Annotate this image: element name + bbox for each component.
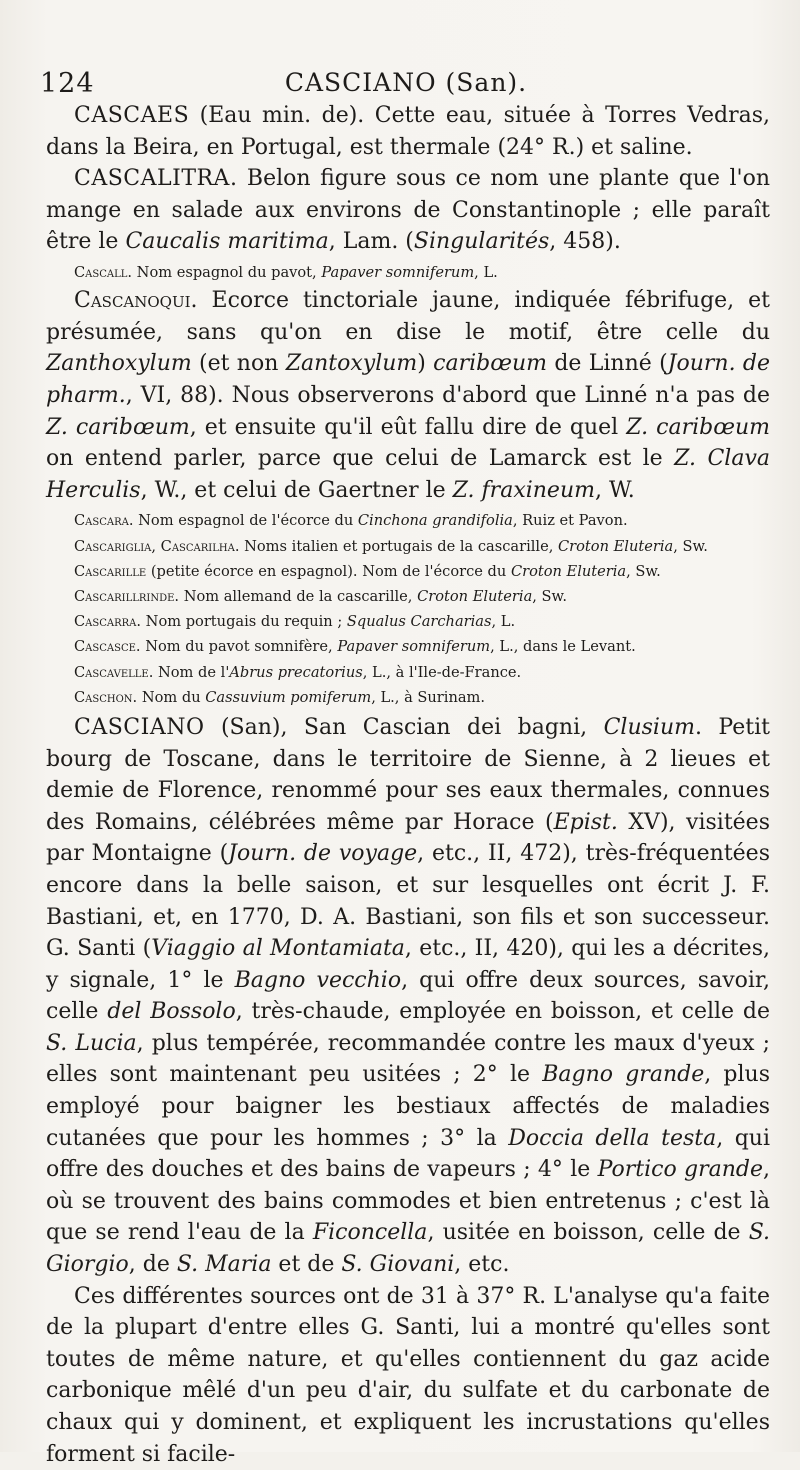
entry-cascall: Cascall. Nom espagnol du pavot, Papaver somniferum, L. <box>74 263 498 281</box>
entry-headword: Cascarillrinde. <box>74 587 180 605</box>
entry-cascaes: CASCAES (Eau min. de). Cette eau, située à Torres Vedras, dans la Beira, en Portugal, est thermale (24° R.) et saline. <box>46 103 770 160</box>
entry-headword: Cascara. <box>74 512 134 530</box>
entry-headword: CASCIANO <box>74 714 205 740</box>
entry-cascariglia: Cascariglia, Cascarilha. Noms italien et portugais de la cascarille, Croton Eluteria, Sw. <box>74 537 708 555</box>
entry-headword: Cascall. <box>74 263 133 281</box>
paragraph-sources: Ces différentes sources ont de 31 à 37° R. L'analyse qu'a faite de la plupart d'entre elles G. Santi, lui a montré qu'elles sont toutes de même nature, et qu'elles contiennent du gaz acide carbonique mêlé d'un peu d'air, du sulfate et du carbonate de chaux qui y dominent, et expliquent les incrustations qu'elles forment si facile- <box>46 1283 770 1467</box>
entry-headword: Caschon. <box>74 688 138 706</box>
entry-headword: Cascasce. <box>74 638 141 656</box>
entry-headword: CASCAES <box>74 103 190 128</box>
entry-caschon: Caschon. Nom du Cassuvium pomiferum, L., à Surinam. <box>74 688 486 706</box>
entry-cascara: Cascara. Nom espagnol de l'écorce du Cinchona grandifolia, Ruiz et Pavon. <box>74 512 628 530</box>
entry-cascalitra: CASCALITRA. Belon figure sous ce nom une plante que l'on mange en salade aux environs de Constantinople ; elle paraît être le Caucalis maritima, Lam. (Singularités, 458). <box>46 166 770 255</box>
short-entries <box>46 508 770 710</box>
entry-casciano: CASCIANO (San), San Cascian dei bagni, Clusium. Petit bourg de Toscane, dans le territoire de Sienne, à 2 lieues et demie de Florence, renommé pour ses eaux thermales, connues des Romains, célébrées même par Horace (Epist. XV), visitées par Montaigne (Journ. de voyage, etc., II, 472), très-fréquentées encore dans la belle saison, et sur lesquelles ont écrit J. F. Bastiani, et, en 1770, D. A. Bastiani, son fils et son successeur. G. Santi (Viaggio al Montamiata, etc., II, 420), qui les a décrites, y signale, 1° le Bagno vecchio, qui offre deux sources, savoir, celle del Bossolo, très-chaude, employée en boisson, et celle de S. Lucia, plus tempérée, recommandée contre les maux d'yeux ; elles sont maintenant peu usitées ; 2° le Bagno grande, plus employé pour baigner les bestiaux affectés de maladies cutanées que pour les hommes ; 3° la Doccia della testa, qui offre des douches et des bains de vapeurs ; 4° le Portico grande, où se trouvent des bains commodes et bien entretenus ; c'est là que se rend l'eau de la Ficoncella, usitée en boisson, celle de S. Giorgio, de S. Maria et de S. Giovani, etc. <box>46 714 771 1278</box>
entry-headword: CASCALITRA. <box>74 166 238 192</box>
entry-headword: Cascarille <box>74 562 147 580</box>
entry-headword: Cascariglia, Cascarilha. <box>74 537 240 555</box>
entry-cascarra: Cascarra. Nom portugais du requin ; Squalus Carcharias, L. <box>74 613 516 631</box>
page-number: 124 <box>40 68 95 99</box>
entry-cascarillrinde: Cascarillrinde. Nom allemand de la cascarille, Croton Eluteria, Sw. <box>74 587 567 605</box>
entry-headword: Cascavelle. <box>74 663 154 681</box>
entry-headword: Cascanoqui. <box>74 288 198 314</box>
entry-cascanoqui: Cascanoqui. Ecorce tinctoriale jaune, indiquée fébrifuge, et présumée, sans qu'on en dise le motif, être celle du Zanthoxylum (et non Zantoxylum) caribœum de Linné (Journ. de pharm., VI, 88). Nous observerons d'abord que Linné n'a pas de Z. caribœum, et ensuite qu'il eût fallu dire de quel Z. caribœum on entend parler, parce que celui de Lamarck est le Z. Clava Herculis, W., et celui de Gaertner le Z. fraxineum, W. <box>46 288 770 503</box>
entry-cascasce: Cascasce. Nom du pavot somnifère, Papaver somniferum, L., dans le Levant. <box>74 638 636 656</box>
page-body <box>46 100 770 1470</box>
entry-headword: Cascarra. <box>74 613 142 631</box>
entry-cascavelle: Cascavelle. Nom de l'Abrus precatorius, L., à l'Ile-de-France. <box>74 663 522 681</box>
running-head: CASCIANO (San). <box>284 68 528 97</box>
entry-cascarille: Cascarille (petite écorce en espagnol). Nom de l'écorce du Croton Eluteria, Sw. <box>74 562 661 580</box>
